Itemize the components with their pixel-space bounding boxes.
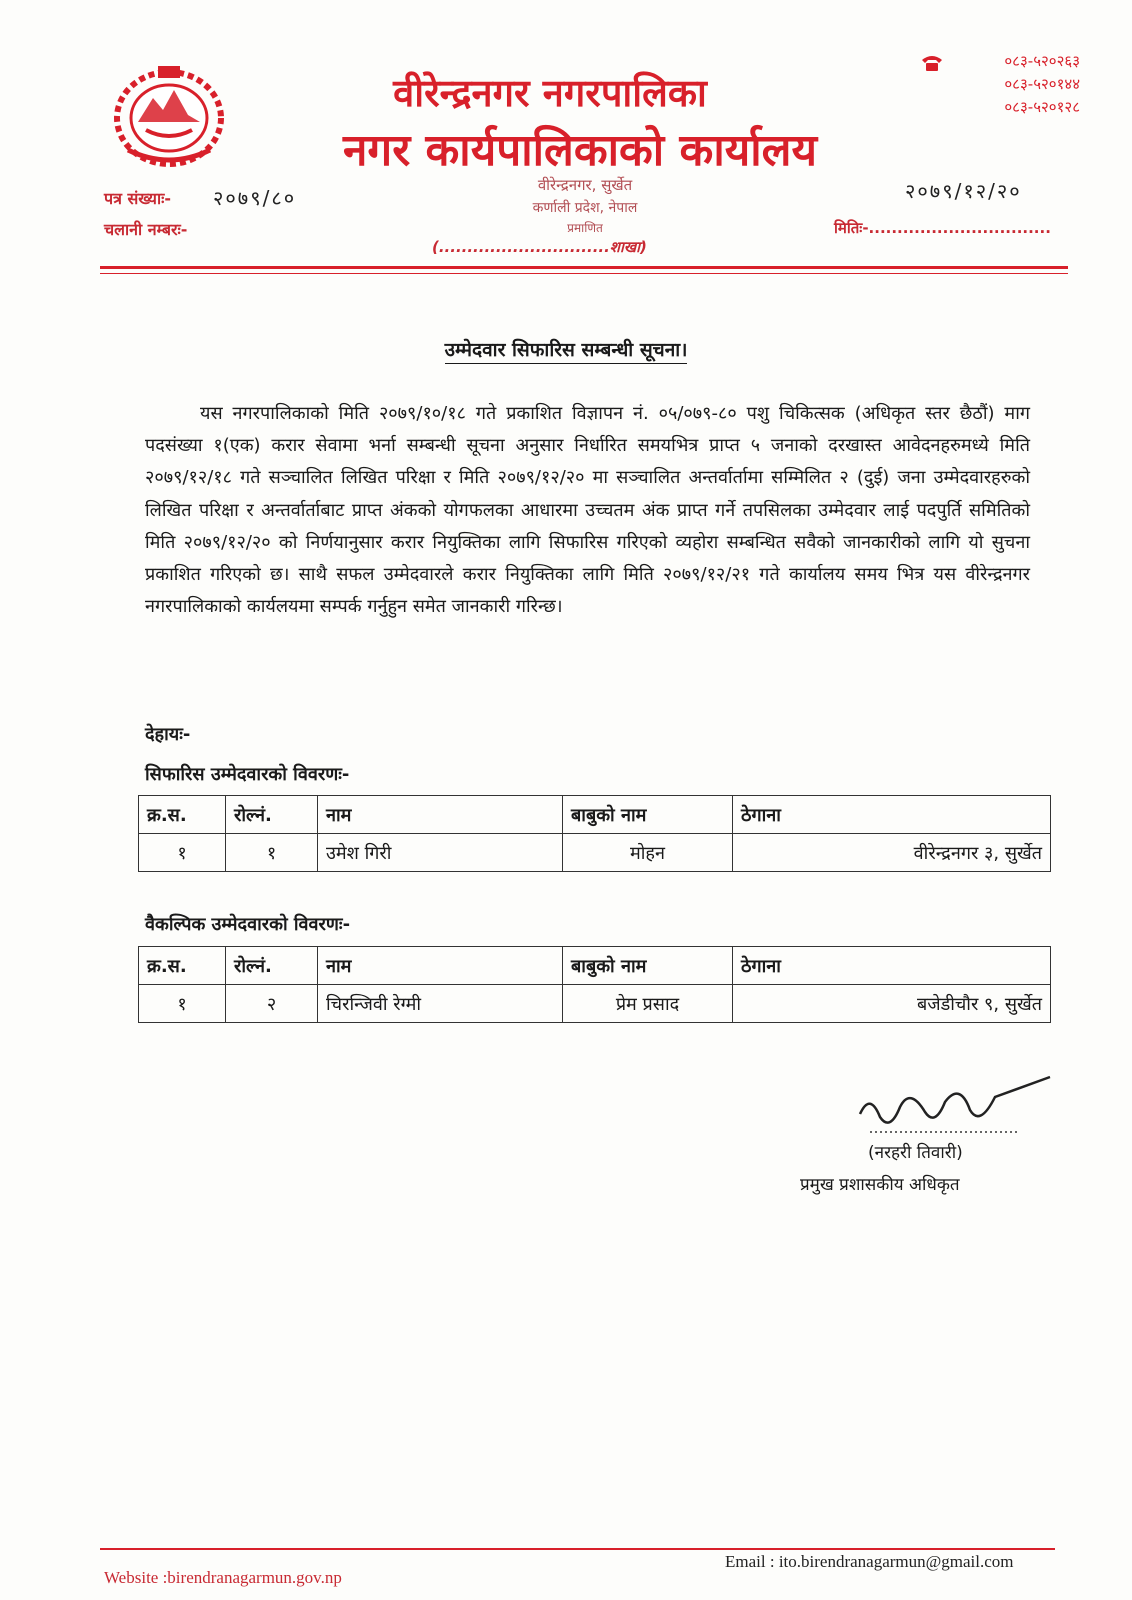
roll-cell: २ [226,985,318,1023]
father-name-cell: मोहन [563,834,733,872]
serial-cell: १ [139,834,226,872]
telephone-icon [920,54,944,72]
signature [850,1072,1060,1142]
government-emblem-icon [108,60,230,168]
branch-line: (..............................शाखा) [432,238,647,256]
column-header: नाम [318,947,563,985]
office-name: नगर कार्यपालिकाको कार्यालय [343,125,817,176]
table-row [139,985,1051,1023]
signatory-title: प्रमुख प्रशासकीय अधिकृत [800,1175,960,1195]
recommended-heading: सिफारिस उम्मेदवारको विवरणः- [145,764,350,785]
phone-number: ०८३-५२०१४४ [1004,75,1080,93]
column-header: क्र.स. [139,947,226,985]
svg-text:कर्णाली प्रदेश, नेपाल: कर्णाली प्रदेश, नेपाल [532,200,638,216]
name-cell: उमेश गिरी [318,834,563,872]
letter-number-label: पत्र संख्याः- [104,189,171,208]
serial-cell: १ [139,985,226,1023]
phone-number: ०८३-५२०२६३ [1004,52,1080,70]
header-divider-thin [100,273,1068,274]
signatory-name: (नरहरी तिवारी) [868,1143,963,1163]
notice-subject [0,336,1132,362]
svg-text:वीरेन्द्रनगर, सुर्खेत: वीरेन्द्रनगर, सुर्खेत [537,176,633,194]
municipality-name: वीरेन्द्रनगर नगरपालिका [393,71,707,115]
notice-body-text: यस नगरपालिकाको मिति २०७९/१०/१८ गते प्रकाशित विज्ञापन नं. ०५/०७९-८० पशु चिकित्सक (अधिकृत स्तर छैठौं) माग पदसंख्या १(एक) करार सेवामा भर्ना सम्बन्धी सूचना अनुसार निर्धारित समयभित्र प्राप्त ५ जनाको दरखास्त आवेदनहरुमध्ये मिति २०७९/१२/१८ गते सञ्चालित लिखित परिक्षा र मिति २०७९/१२/२० मा सञ्चालित अन्तर्वार्तामा सम्मिलित २ (दुई) जना उम्मेदवारहरुको लिखित परिक्षा र अन्तर्वार्ताबाट प्राप्त अंकको योगफलका आधारमा उच्चतम अंक प्राप्त गर्ने तपसिलका उम्मेदवार लाई पदपुर्ति समितिको मिति २०७९/१२/२० को निर्णयानुसार करार नियुक्तिका लागि सिफारिस गरिएको व्यहोरा सम्बन्धित सवैको जानकारीको लागि यो सुचना प्रकाशित गरिएको छ। साथै सफल उम्मेदवारले करार नियुक्तिका लागि मिति २०७९/१२/२१ गते कार्यालय समय भित्र यस वीरेन्द्रनगर नगरपालिकाको कार्यलयमा सम्पर्क गर्नुहुन समेत जानकारी गरिन्छ। [145,403,1030,618]
father-name-cell: प्रेम प्रसाद [563,985,733,1023]
header-divider [100,266,1068,269]
column-header: रोल्नं. [226,947,318,985]
address-cell: बजेडीचौर ९, सुर्खेत [733,985,1051,1023]
table-header-row [139,796,1051,834]
date-value: २०७९/१२/२० [905,179,1022,203]
notice-subject-text: उम्मेदवार सिफारिस सम्बन्धी सूचना। [445,339,688,364]
website-text: Website :birendranagarmun.gov.np [104,1568,342,1587]
phone-numbers [920,50,1080,119]
column-header: ठेगाना [733,947,1051,985]
letter-number-value: २०७९/८० [213,186,297,210]
roll-cell: १ [226,834,318,872]
column-header: क्र.स. [139,796,226,834]
alternate-table [138,946,1051,1023]
column-header: बाबुको नाम [563,947,733,985]
phone-number: ०८३-५२०१२८ [1004,98,1080,116]
details-label: देहायः- [145,724,191,745]
email-text: Email : ito.birendranagarmun@gmail.com [725,1552,1014,1571]
column-header: नाम [318,796,563,834]
date-label: मितिः-................................ [834,219,1051,237]
footer-divider [100,1548,1055,1550]
dispatch-number-label: चलानी नम्बरः- [104,220,188,239]
svg-text:प्रमाणित: प्रमाणित [567,221,603,235]
recommended-table [138,795,1051,872]
table-header-row [139,947,1051,985]
column-header: ठेगाना [733,796,1051,834]
office-stamp [485,168,685,248]
name-cell: चिरन्जिवी रेग्मी [318,985,563,1023]
table-row [139,834,1051,872]
column-header: रोल्नं. [226,796,318,834]
address-cell: वीरेन्द्रनगर ३, सुर्खेत [733,834,1051,872]
notice-body [145,398,1030,623]
column-header: बाबुको नाम [563,796,733,834]
alternate-heading: वैकल्पिक उम्मेदवारको विवरणः- [145,914,351,935]
